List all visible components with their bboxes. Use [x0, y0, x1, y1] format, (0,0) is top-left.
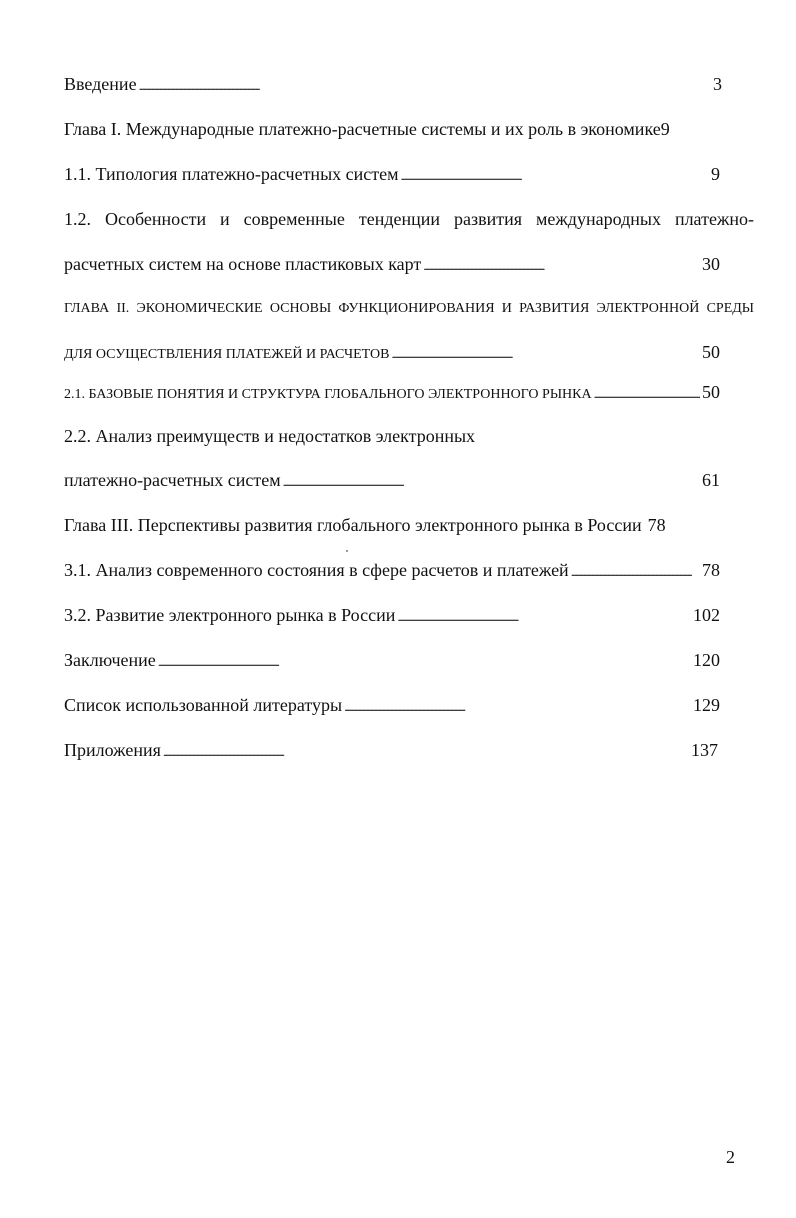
toc-entry-page: 137 — [691, 740, 718, 760]
toc-entry-3-1 — [64, 556, 720, 584]
toc-leader-dots — [344, 691, 691, 721]
toc-entry-title: платежно-расчетных систем — [64, 470, 281, 490]
toc-leader-dots — [423, 250, 700, 280]
toc-entry-appendix — [64, 736, 718, 764]
toc-leader-dots — [158, 646, 691, 676]
toc-leader-dots — [391, 338, 700, 368]
toc-entry-title: Глава III. Перспективы развития глобального электронного рынка в России — [64, 515, 642, 535]
toc-entry-conclusion — [64, 646, 720, 674]
toc-entry-3-2 — [64, 601, 720, 629]
toc-entry-page: 78 — [702, 560, 720, 580]
toc-entry-chapter-3 — [64, 511, 720, 539]
toc-entry-intro — [64, 70, 722, 98]
toc-entry-title: Введение — [64, 74, 137, 94]
toc-entry-title: 1.1. Типология платежно-расчетных систем — [64, 164, 399, 184]
scan-speck — [346, 550, 348, 552]
toc-entry-references — [64, 691, 720, 719]
toc-leader-dots — [283, 466, 700, 496]
toc-entry-1-1 — [64, 160, 720, 188]
toc-entry-page: 50 — [702, 342, 720, 362]
toc-leader-dots — [397, 601, 691, 631]
toc-entry-title: 2.1. БАЗОВЫЕ ПОНЯТИЯ И СТРУКТУРА ГЛОБАЛЬНОГО ЭЛЕКТРОННОГО РЫНКА — [64, 387, 592, 402]
toc-entry-page: 120 — [693, 650, 720, 670]
toc-leader-dots — [139, 70, 711, 100]
toc-entry-chapter-2-line1: ГЛАВА II. ЭКОНОМИЧЕСКИЕ ОСНОВЫ ФУНКЦИОНИРОВАНИЯ И РАЗВИТИЯ ЭЛЕКТРОННОЙ СРЕДЫ — [64, 301, 754, 316]
toc-entry-page: 9 — [711, 164, 720, 184]
toc-leader-dots — [571, 556, 700, 586]
toc-entry-chapter-1: Глава I. Международные платежно-расчетные системы и их роль в экономике9 — [64, 119, 670, 139]
toc-entry-2-1 — [64, 378, 720, 406]
toc-entry-page: 61 — [702, 470, 720, 490]
toc-entry-page: 3 — [713, 74, 722, 94]
toc-entry-page: 102 — [693, 605, 720, 625]
toc-entry-title: Приложения — [64, 740, 161, 760]
toc-entry-2-2-line1: 2.2. Анализ преимуществ и недостатков электронных — [64, 426, 476, 446]
toc-entry-page: 78 — [647, 515, 666, 535]
toc-entry-1-2 — [64, 250, 720, 278]
toc-entry-title: 3.1. Анализ современного состояния в сфере расчетов и платежей — [64, 560, 569, 580]
toc-entry-page: 129 — [693, 695, 720, 715]
toc-entry-page: 50 — [702, 382, 720, 402]
toc-entry-title: расчетных систем на основе пластиковых карт — [64, 254, 422, 274]
toc-entry-title: Заключение — [64, 650, 156, 670]
toc-entry-2-2 — [64, 466, 720, 494]
toc-entry-1-2-line1: 1.2. Особенности и современные тенденции развития международных платежно- — [64, 209, 754, 229]
toc-leader-dots — [163, 736, 689, 766]
toc-entry-page: 30 — [702, 254, 720, 274]
toc-entry-title: Список использованной литературы — [64, 695, 343, 715]
toc-entry-chapter-2 — [64, 338, 720, 366]
toc-leader-dots — [594, 378, 700, 408]
page-number: 2 — [726, 1147, 735, 1167]
toc-leader-dots — [401, 160, 709, 190]
toc-entry-title: ДЛЯ ОСУЩЕСТВЛЕНИЯ ПЛАТЕЖЕЙ И РАСЧЕТОВ — [64, 347, 390, 362]
toc-entry-title: 3.2. Развитие электронного рынка в России — [64, 605, 396, 625]
